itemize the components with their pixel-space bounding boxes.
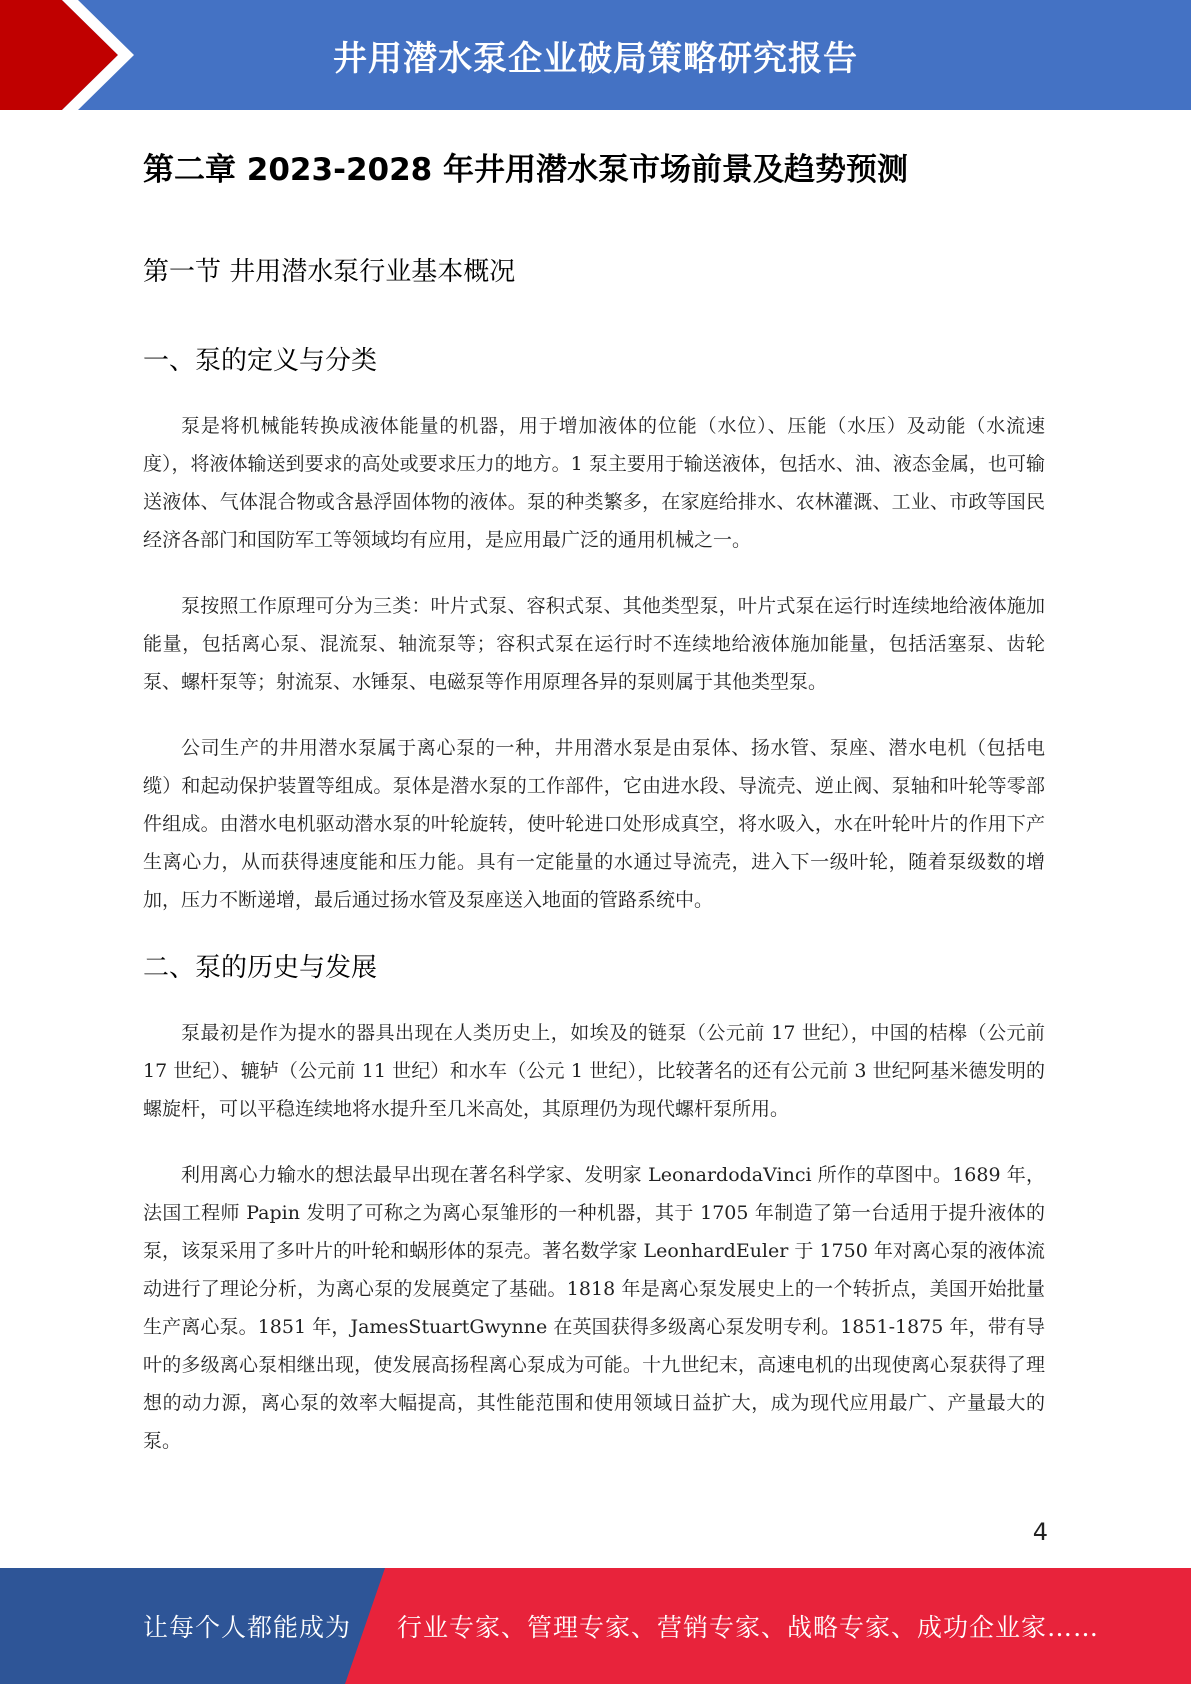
paragraph: 泵是将机械能转换成液体能量的机器，用于增加液体的位能（水位）、压能（水压）及动能（水流速度），将液体输送到要求的高处或要求压力的地方。1 泵主要用于输送液体，包括水、油、液态金属，也可输送液体、气体混合物或含悬浮固体物的液体。泵的种类繁多，在家庭给排水、农林灌溉、工业、市政等国民经济各部门和国防军工等领域均有应用，是应用最广泛的通用机械之一。 — [143, 415, 1045, 551]
section-title: 第一节 井用潜水泵行业基本概况 — [143, 257, 516, 287]
subsection-title-history: 二、泵的历史与发展 — [143, 953, 378, 983]
footer-slogan-right: 行业专家、管理专家、营销专家、战略专家、成功企业家…… — [397, 1613, 1100, 1642]
header-arrow-decoration — [0, 0, 160, 110]
page-number: 4 — [1032, 1518, 1048, 1546]
page-content — [143, 130, 1045, 1460]
paragraph: 泵最初是作为提水的器具出现在人类历史上，如埃及的链泵（公元前 17 世纪），中国的桔槔（公元前 17 世纪）、辘轳（公元前 11 世纪）和水车（公元 1 世纪），比较著名的还有公元前 3 世纪阿基米德发明的螺旋杆，可以平稳连续地将水提升至几米高处，其原理仍为现代螺杆泵所用。 — [143, 1022, 1045, 1120]
page-header — [0, 0, 1191, 110]
footer-slogan-left: 让每个人都能成为 — [143, 1613, 352, 1642]
page-footer — [0, 1568, 1191, 1684]
report-title: 井用潜水泵企业破局策略研究报告 — [333, 38, 858, 79]
subsection-title-definition: 一、泵的定义与分类 — [143, 346, 378, 376]
paragraph: 泵按照工作原理可分为三类：叶片式泵、容积式泵、其他类型泵，叶片式泵在运行时连续地给液体施加能量，包括离心泵、混流泵、轴流泵等；容积式泵在运行时不连续地给液体施加能量，包括活塞泵、齿轮泵、螺杆泵等；射流泵、水锤泵、电磁泵等作用原理各异的泵则属于其他类型泵。 — [143, 595, 1045, 693]
paragraph: 利用离心力输水的想法最早出现在著名科学家、发明家 LeonardodaVinci 所作的草图中。1689 年，法国工程师 Papin 发明了可称之为离心泵雏形的一种机器，其于 1705 年制造了第一台适用于提升液体的泵，该泵采用了多叶片的叶轮和蜗形体的泵壳。著名数学家 LeonhardEuler 于 1750 年对离心泵的液体流动进行了理论分析，为离心泵的发展奠定了基础。1818 年是离心泵发展史上的一个转折点，美国开始批量生产离心泵。1851 年，JamesStuartGwynne 在英国获得多级离心泵发明专利。1851-1875 年，带有导叶的多级离心泵相继出现，使发展高扬程离心泵成为可能。十九世纪末，高速电机的出现使离心泵获得了理想的动力源，离心泵的效率大幅提高，其性能范围和使用领域日益扩大，成为现代应用最广、产量最大的泵。 — [143, 1164, 1045, 1452]
chapter-title: 第二章 2023-2028 年井用潜水泵市场前景及趋势预测 — [143, 152, 909, 188]
paragraph: 公司生产的井用潜水泵属于离心泵的一种，井用潜水泵是由泵体、扬水管、泵座、潜水电机（包括电缆）和起动保护装置等组成。泵体是潜水泵的工作部件，它由进水段、导流壳、逆止阀、泵轴和叶轮等零部件组成。由潜水电机驱动潜水泵的叶轮旋转，使叶轮进口处形成真空，将水吸入，水在叶轮叶片的作用下产生离心力，从而获得速度能和压力能。具有一定能量的水通过导流壳，进入下一级叶轮，随着泵级数的增加，压力不断递增，最后通过扬水管及泵座送入地面的管路系统中。 — [143, 737, 1045, 911]
